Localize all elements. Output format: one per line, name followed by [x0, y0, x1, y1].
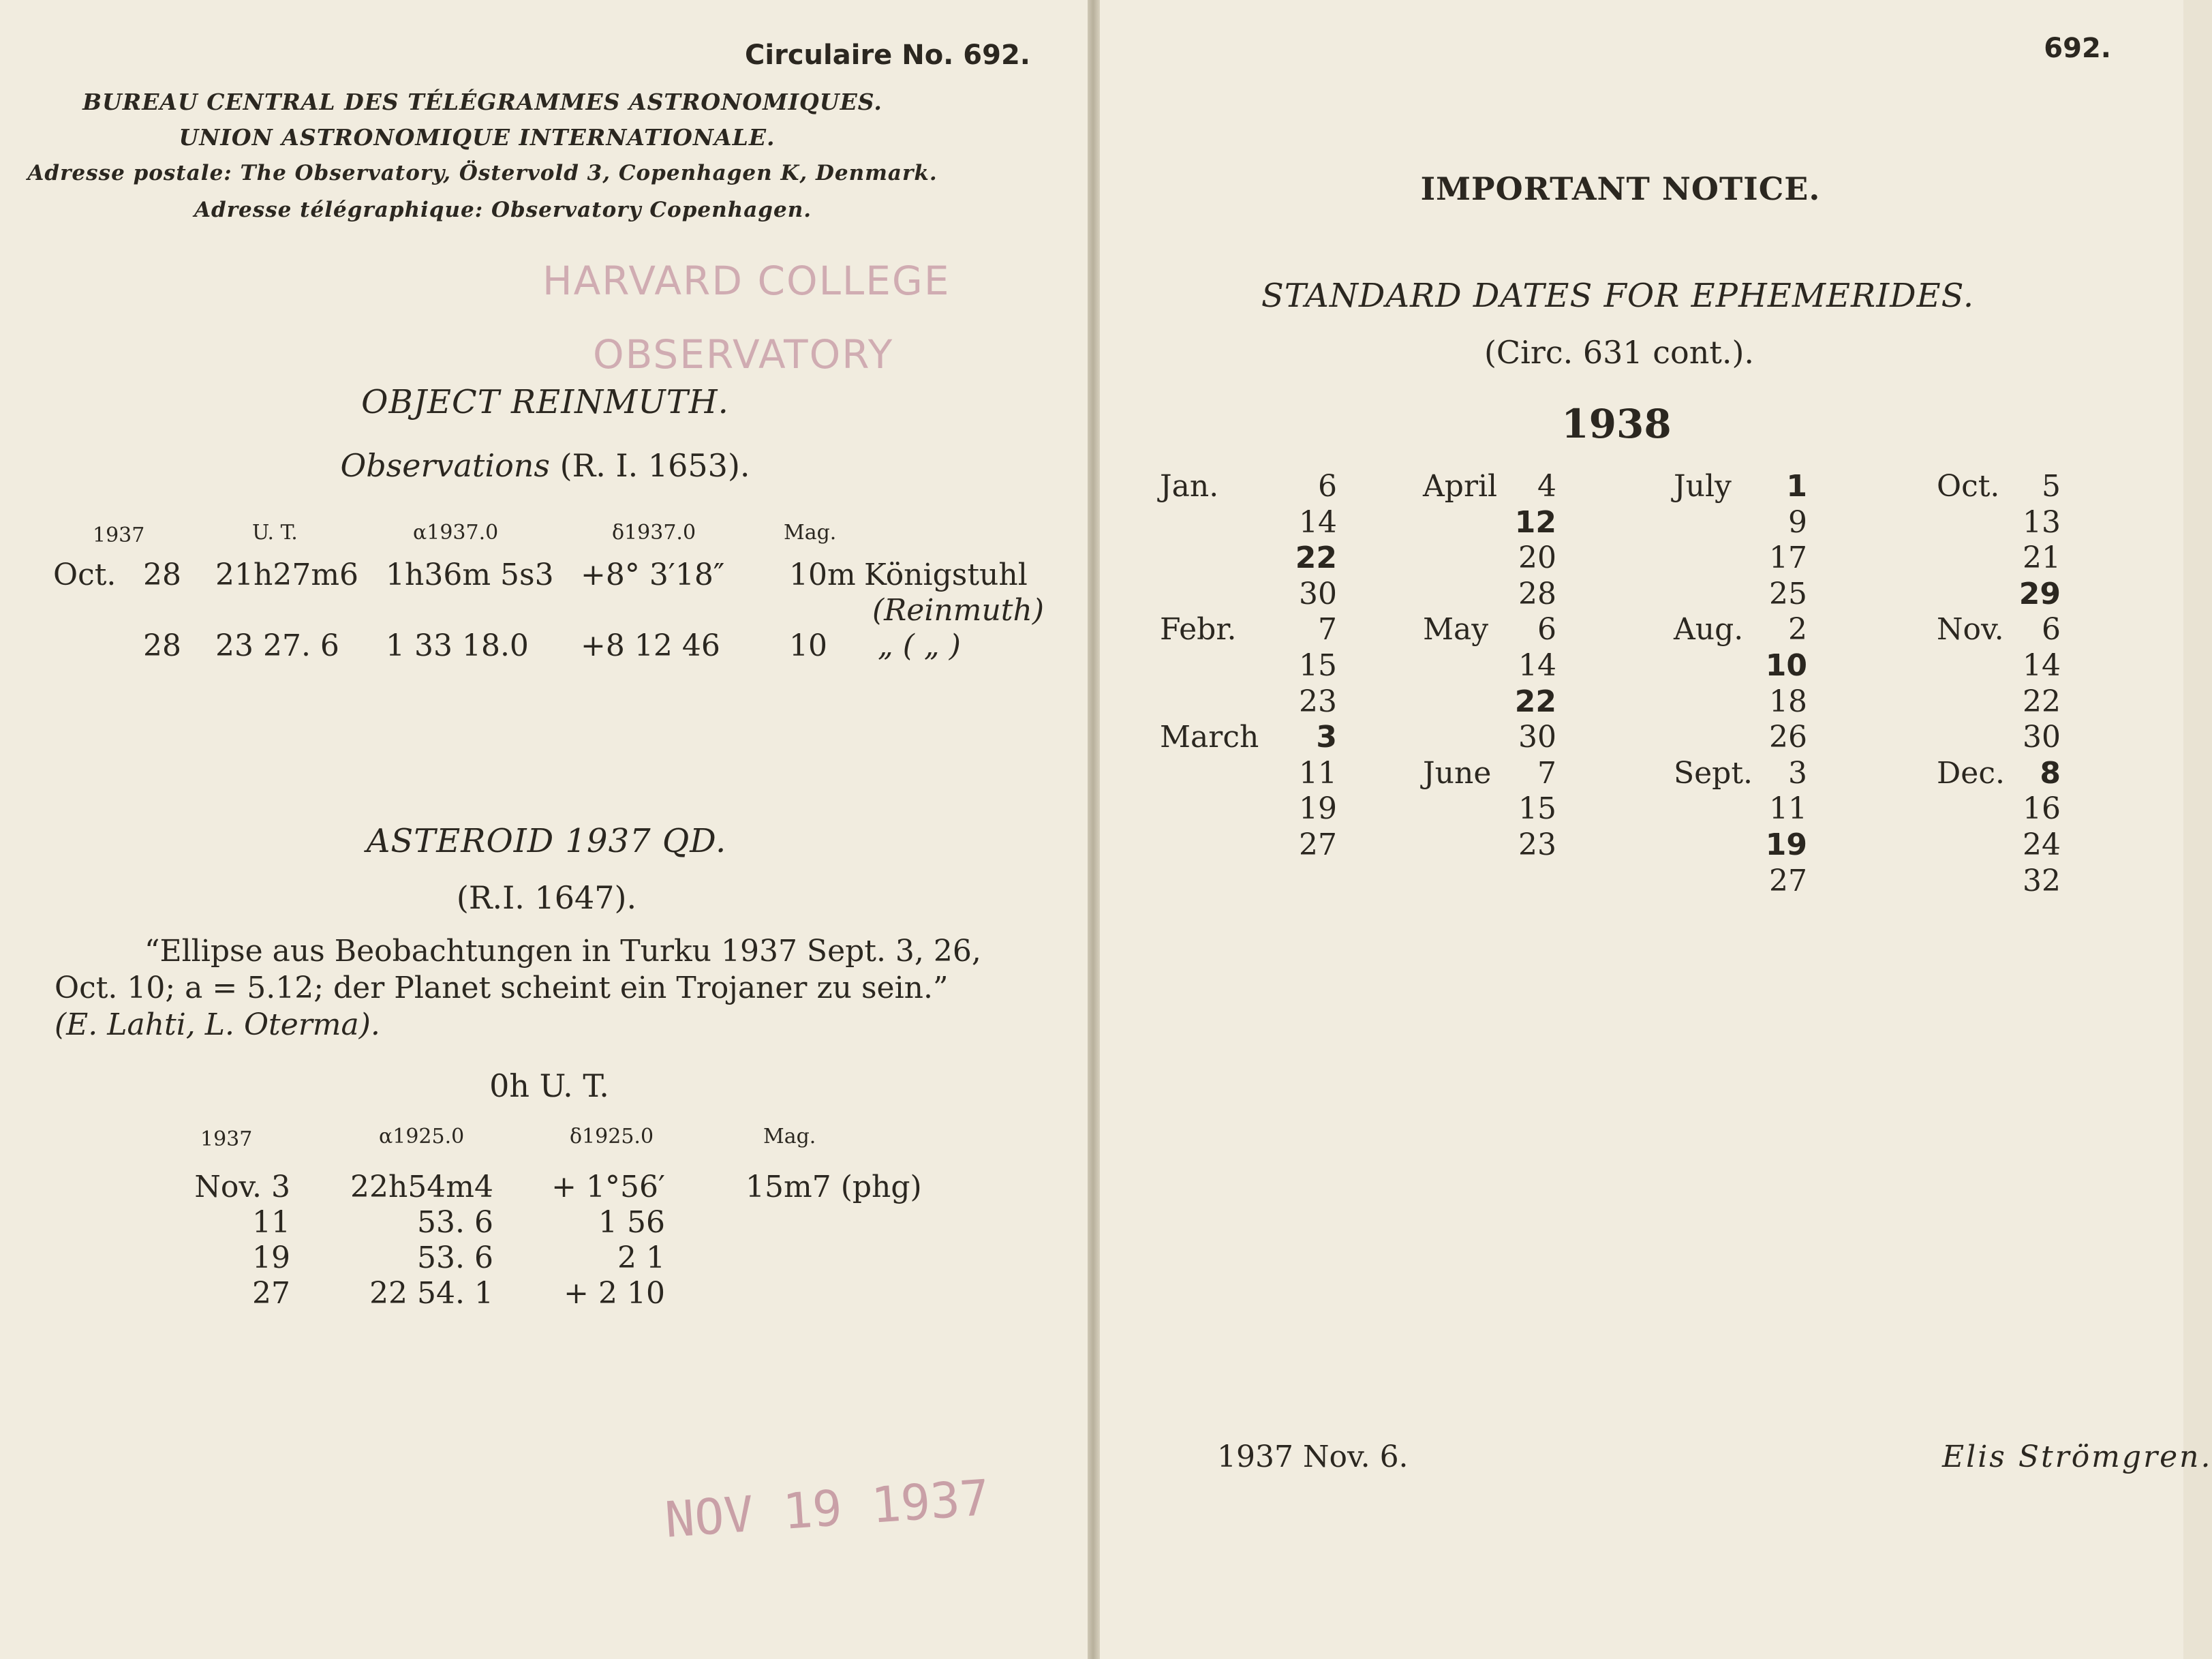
eph-row2-dec: 1 56: [598, 1205, 665, 1240]
eph-row3-ra: 53. 6: [417, 1241, 493, 1275]
obs-header-year: 1937: [93, 523, 145, 547]
calendar-month-label: March: [1160, 720, 1259, 755]
right-page: [1100, 0, 2212, 1659]
calendar-day: 14: [2023, 648, 2061, 683]
calendar-day: 4: [1537, 469, 1556, 504]
circular-reference: (Circ. 631 cont.).: [1484, 334, 1755, 371]
obs-row2-mag: 10: [789, 628, 827, 663]
calendar-day: 14: [1518, 648, 1556, 683]
obs-header-dec: δ1937.0: [612, 521, 696, 545]
postal-address: Adresse postale: The Observatory, Östervold 3, Copenhagen K, Denmark.: [27, 161, 938, 185]
calendar-day: 2: [1788, 612, 1807, 648]
calendar-month-label: Jan.: [1160, 469, 1219, 504]
obs-row2-day: 28: [143, 628, 181, 663]
calendar-month-label: July: [1674, 469, 1732, 504]
calendar-day: 27: [1769, 863, 1807, 898]
calendar-day: 15: [1299, 648, 1337, 683]
obs-row1-day: 28: [143, 558, 181, 592]
obs-row1-place: Königstuhl: [864, 558, 1028, 592]
signature: Elis Strömgren.: [1942, 1440, 2212, 1474]
eph-row4-ra: 22 54. 1: [369, 1276, 493, 1311]
obs-row1-ra: 1h36m 5s3: [386, 558, 554, 592]
bureau-name: BUREAU CENTRAL DES TÉLÉGRAMMES ASTRONOMIQUES.: [82, 89, 882, 115]
calendar-day: 27: [1299, 827, 1337, 862]
calendar-day: 11: [1299, 755, 1337, 791]
calendar-day: 13: [2023, 504, 2061, 540]
calendar-day: 3: [1788, 755, 1807, 791]
calendar-day: 20: [1518, 541, 1556, 576]
calendar-day: 19: [1765, 827, 1807, 862]
obs-row1-observer: (Reinmuth): [872, 593, 1044, 628]
calendar-day: 23: [1518, 827, 1556, 862]
calendar-day: 30: [2023, 720, 2061, 755]
eph-row3-dec: 2 1: [617, 1241, 665, 1275]
calendar-day: 12: [1514, 504, 1556, 540]
calendar-day: 29: [2018, 576, 2061, 611]
calendar-day: 1: [1786, 469, 1807, 504]
calendar-month-label: May: [1423, 612, 1489, 648]
obs-header-ut: U. T.: [252, 521, 298, 545]
calendar-month-label: April: [1423, 469, 1498, 504]
eph-header-ra: α1925.0: [379, 1125, 465, 1148]
union-name: UNION ASTRONOMIQUE INTERNATIONALE.: [179, 124, 775, 151]
eph-header-mag: Mag.: [763, 1125, 816, 1148]
quote-line1: “Ellipse aus Beobachtungen in Turku 1937 Sept. 3, 26,: [144, 934, 981, 969]
obs-row2-ut: 23 27. 6: [215, 628, 339, 663]
asteroid-title: ASTEROID 1937 QD.: [366, 822, 727, 860]
page-number: 692.: [2044, 33, 2111, 64]
obs-row1-month: Oct.: [53, 558, 117, 592]
harvard-stamp-line1: HARVARD COLLEGE: [542, 258, 951, 304]
calendar-day: 8: [2040, 755, 2061, 791]
observations-ref: (R. I. 1653).: [559, 447, 750, 484]
left-page: [0, 0, 1088, 1659]
eph-row1-mag: 15m7 (phg): [746, 1170, 922, 1204]
calendar-day: 21: [2023, 541, 2061, 576]
harvard-stamp-line2: OBSERVATORY: [593, 331, 894, 378]
calendar-day: 14: [1299, 504, 1337, 540]
calendar-day: 16: [2023, 791, 2061, 827]
eph-row1-dec: + 1°56′: [551, 1170, 665, 1204]
calendar-year: 1938: [1561, 401, 1672, 447]
calendar-day: 23: [1299, 684, 1337, 719]
circular-number: Circulaire No. 692.: [745, 40, 1030, 71]
received-date-stamp: NOV 19 1937: [663, 1468, 992, 1549]
observations-heading: [340, 447, 750, 484]
standard-dates-subtitle: STANDARD DATES FOR EPHEMERIDES.: [1261, 277, 1975, 315]
calendar-day: 22: [1295, 541, 1337, 576]
calendar-day: 17: [1769, 541, 1807, 576]
eph-row3-date: 19: [252, 1241, 290, 1275]
calendar-day: 22: [2023, 684, 2061, 719]
obs-row1-mag: 10m: [789, 558, 856, 592]
eph-header-year: 1937: [200, 1127, 253, 1151]
calendar-day: 6: [1318, 469, 1337, 504]
asteroid-ref: (R.I. 1647).: [456, 879, 637, 916]
calendar-day: 3: [1316, 720, 1337, 755]
calendar-day: 28: [1518, 576, 1556, 611]
eph-row4-dec: + 2 10: [564, 1276, 665, 1311]
calendar-day: 30: [1518, 720, 1556, 755]
calendar-day: 24: [2023, 827, 2061, 862]
eph-row1-ra: 22h54m4: [350, 1170, 493, 1204]
footer-date: 1937 Nov. 6.: [1217, 1440, 1409, 1474]
calendar-day: 7: [1537, 755, 1556, 791]
calendar-day: 32: [2023, 863, 2061, 898]
ephemeris-time: 0h U. T.: [489, 1067, 609, 1104]
obs-row1-dec: +8° 3′18″: [581, 558, 725, 592]
calendar-month-label: Oct.: [1937, 469, 2000, 504]
calendar-day: 6: [2042, 612, 2061, 648]
calendar-month-label: Dec.: [1937, 755, 2005, 791]
binding-gutter: [1088, 0, 1100, 1659]
calendar-month-label: Aug.: [1674, 612, 1744, 648]
calendar-day: 25: [1769, 576, 1807, 611]
eph-header-dec: δ1925.0: [570, 1125, 654, 1148]
obs-row1-ut: 21h27m6: [215, 558, 359, 592]
notice-title: IMPORTANT NOTICE.: [1420, 170, 1821, 207]
quote-line2: Oct. 10; a = 5.12; der Planet scheint ein Trojaner zu sein.”: [55, 971, 949, 1005]
quote-authors: (E. Lahti, L. Oterma).: [55, 1007, 380, 1042]
calendar-day: 15: [1518, 791, 1556, 827]
eph-row2-date: 11: [252, 1205, 290, 1240]
obs-header-ra: α1937.0: [413, 521, 499, 545]
observations-label: Observations: [340, 447, 551, 484]
obs-row2-place: „ ( „ ): [878, 628, 961, 663]
calendar-day: 18: [1769, 684, 1807, 719]
obs-row2-ra: 1 33 18.0: [386, 628, 529, 663]
object-title: OBJECT REINMUTH.: [361, 383, 729, 421]
calendar-month-label: Febr.: [1160, 612, 1237, 648]
eph-row2-ra: 53. 6: [417, 1205, 493, 1240]
calendar-day: 10: [1765, 648, 1807, 683]
calendar-month-label: Nov.: [1937, 612, 2004, 648]
calendar-day: 9: [1788, 504, 1807, 540]
calendar-month-label: June: [1423, 755, 1492, 791]
calendar-day: 11: [1769, 791, 1807, 827]
calendar-day: 6: [1537, 612, 1556, 648]
obs-header-mag: Mag.: [784, 521, 837, 545]
calendar-day: 26: [1769, 720, 1807, 755]
calendar-day: 30: [1299, 576, 1337, 611]
calendar-day: 19: [1299, 791, 1337, 827]
calendar-day: 5: [2042, 469, 2061, 504]
telegraphic-address: Adresse télégraphique: Observatory Copenhagen.: [194, 198, 812, 222]
eph-row1-date: Nov. 3: [194, 1170, 290, 1204]
obs-row2-dec: +8 12 46: [581, 628, 720, 663]
eph-row4-date: 27: [252, 1276, 290, 1311]
calendar-day: 22: [1514, 684, 1556, 719]
calendar-month-label: Sept.: [1674, 755, 1753, 791]
calendar-day: 7: [1318, 612, 1337, 648]
